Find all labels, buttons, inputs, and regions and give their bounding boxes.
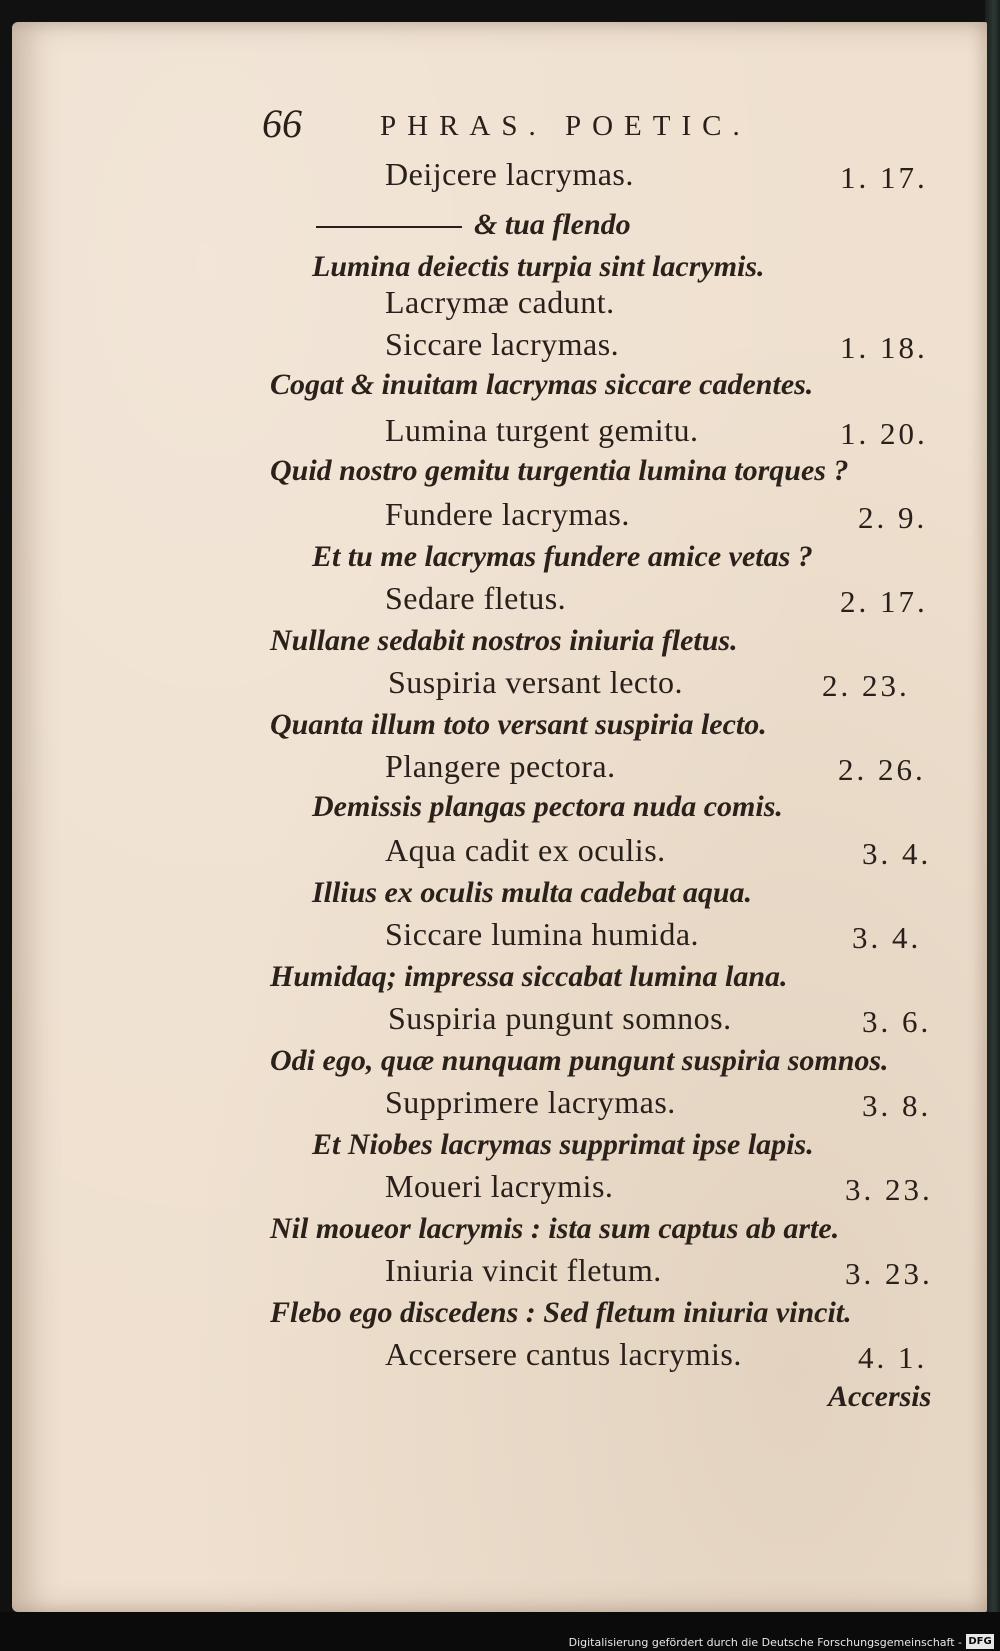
verse-line: Odi ego, quæ nunquam pungunt suspiria somnos. bbox=[270, 1044, 889, 1077]
verse-line: Nil moueor lacrymis : ista sum captus ab arte. bbox=[270, 1212, 840, 1245]
footer-credit: Digitalisierung gefördert durch die Deutsche Forschungsgemeinschaft - bbox=[568, 1636, 962, 1649]
phrase-line: Lumina turgent gemitu. bbox=[385, 412, 699, 448]
phrase-line: Supprimere lacrymas. bbox=[385, 1084, 676, 1120]
reference: 3. 23. bbox=[845, 1256, 933, 1291]
verse-line: Et tu me lacrymas fundere amice vetas ? bbox=[312, 540, 813, 573]
phrase-line: Deijcere lacrymas. bbox=[385, 156, 634, 192]
verse-line: Humidaq; impressa siccabat lumina lana. bbox=[270, 960, 788, 993]
running-title: PHRAS. POETIC. bbox=[380, 110, 751, 142]
reference: 4. 1. bbox=[858, 1340, 928, 1375]
verse-dash bbox=[316, 226, 462, 228]
phrase-line: Accersere cantus lacrymis. bbox=[385, 1336, 742, 1372]
reference: 1. 18. bbox=[840, 330, 928, 365]
phrase-line: Suspiria pungunt somnos. bbox=[388, 1000, 732, 1036]
verse-line: Nullane sedabit nostros iniuria fletus. bbox=[270, 624, 738, 657]
verse-line: Lumina deiectis turpia sint lacrymis. bbox=[312, 250, 765, 283]
reference: 3. 4. bbox=[862, 836, 932, 871]
phrase-line: Fundere lacrymas. bbox=[385, 496, 630, 532]
phrase-line: Iniuria vincit fletum. bbox=[385, 1252, 662, 1288]
book-cover-edge bbox=[985, 0, 1000, 1612]
reference: 3. 4. bbox=[852, 920, 922, 955]
verse-line: & tua flendo bbox=[474, 208, 631, 241]
verse-line: Illius ex oculis multa cadebat aqua. bbox=[312, 876, 753, 909]
verse-line: Flebo ego discedens : Sed fletum iniuria vincit. bbox=[270, 1296, 852, 1329]
page-number: 66 bbox=[262, 101, 302, 146]
reference: 2. 17. bbox=[840, 584, 928, 619]
reference: 2. 26. bbox=[838, 752, 926, 787]
reference: 3. 8. bbox=[862, 1088, 932, 1123]
catchword: Accersis bbox=[828, 1380, 932, 1413]
dfg-logo: DFG bbox=[966, 1634, 994, 1649]
reference: 3. 23. bbox=[845, 1172, 933, 1207]
phrase-line: Suspiria versant lecto. bbox=[388, 664, 683, 700]
phrase-line: Sedare fletus. bbox=[385, 580, 567, 616]
verse-line: Quanta illum toto versant suspiria lecto. bbox=[270, 708, 767, 741]
reference: 3. 6. bbox=[862, 1004, 932, 1039]
phrase-line: Siccare lacrymas. bbox=[385, 326, 620, 362]
reference: 1. 17. bbox=[840, 160, 928, 195]
verse-line: Et Niobes lacrymas supprimat ipse lapis. bbox=[312, 1128, 814, 1161]
phrase-line: Lacrymæ cadunt. bbox=[385, 284, 615, 320]
reference: 1. 20. bbox=[840, 416, 928, 451]
phrase-line: Aqua cadit ex oculis. bbox=[385, 832, 666, 868]
reference: 2. 23. bbox=[822, 668, 910, 703]
verse-line: Cogat & inuitam lacrymas siccare cadentes. bbox=[270, 368, 814, 401]
verse-line: Demissis plangas pectora nuda comis. bbox=[312, 790, 783, 823]
phrase-line: Siccare lumina humida. bbox=[385, 916, 700, 952]
reference: 2. 9. bbox=[858, 500, 928, 535]
verse-line: Quid nostro gemitu turgentia lumina torques ? bbox=[270, 454, 849, 487]
phrase-line: Moueri lacrymis. bbox=[385, 1168, 614, 1204]
phrase-line: Plangere pectora. bbox=[385, 748, 616, 784]
